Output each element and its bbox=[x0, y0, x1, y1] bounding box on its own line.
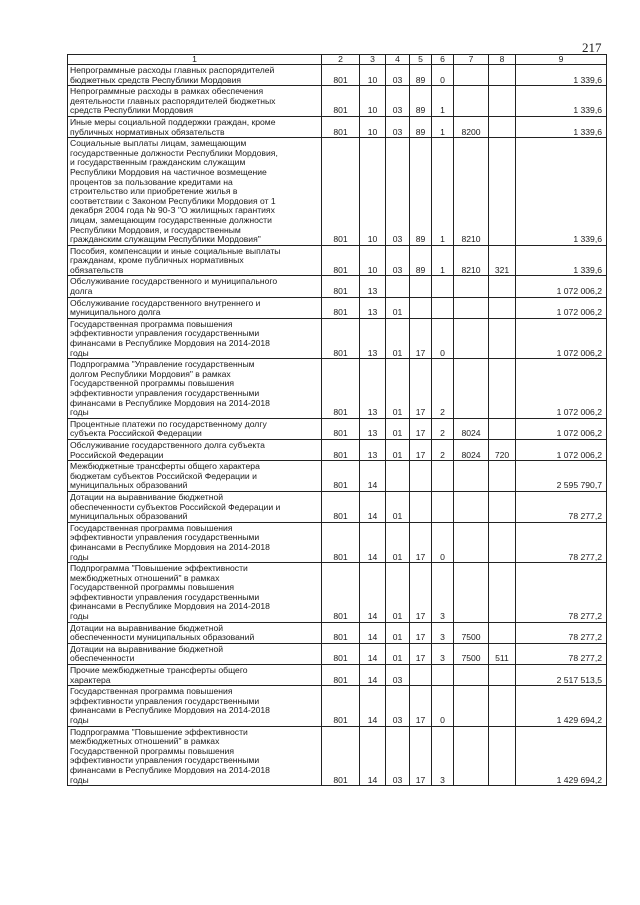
table-row bbox=[68, 86, 607, 117]
expense-type-code bbox=[489, 116, 516, 137]
section-code: 13 bbox=[360, 318, 386, 358]
amount: 1 339,6 bbox=[516, 116, 607, 137]
row-name: Подпрограмма "Повышение эффективности межбюджетных отношений" в рамках Государственной программы повышения эффективности управления государственными финансами в Республике Мордовия на 2014-2018 годы bbox=[68, 726, 322, 786]
expense-type-code bbox=[489, 622, 516, 643]
subprogram-code: 0 bbox=[432, 522, 454, 562]
table-row bbox=[68, 461, 607, 492]
program-code: 17 bbox=[410, 418, 432, 439]
ministry-code: 801 bbox=[322, 726, 360, 786]
direction-code bbox=[454, 461, 489, 492]
ministry-code: 801 bbox=[322, 276, 360, 297]
ministry-code: 801 bbox=[322, 116, 360, 137]
expense-type-code: 511 bbox=[489, 643, 516, 664]
section-code: 14 bbox=[360, 665, 386, 686]
column-header: 2 bbox=[322, 55, 360, 65]
expense-type-code bbox=[489, 726, 516, 786]
table-row bbox=[68, 359, 607, 419]
row-name: Подпрограмма "Управление государственным долгом Республики Мордовия" в рамках Государственной программы повышения эффективности управления государственными финансами в Республике Мордовия на 2014-2018 годы bbox=[68, 359, 322, 419]
subprogram-code: 2 bbox=[432, 439, 454, 460]
subprogram-code: 2 bbox=[432, 359, 454, 419]
direction-code bbox=[454, 65, 489, 86]
row-name: Подпрограмма "Повышение эффективности межбюджетных отношений" в рамках Государственной программы повышения эффективности управления государственными финансами в Республике Мордовия на 2014-2018 годы bbox=[68, 563, 322, 623]
subsection-code: 03 bbox=[386, 65, 410, 86]
ministry-code: 801 bbox=[322, 297, 360, 318]
amount: 1 072 006,2 bbox=[516, 359, 607, 419]
table-row bbox=[68, 665, 607, 686]
program-code: 17 bbox=[410, 563, 432, 623]
table-row bbox=[68, 138, 607, 246]
section-code: 14 bbox=[360, 622, 386, 643]
table-row bbox=[68, 643, 607, 664]
program-code: 89 bbox=[410, 138, 432, 246]
amount: 78 277,2 bbox=[516, 622, 607, 643]
table-row bbox=[68, 418, 607, 439]
section-code: 13 bbox=[360, 297, 386, 318]
column-header: 6 bbox=[432, 55, 454, 65]
subsection-code: 01 bbox=[386, 643, 410, 664]
expense-type-code bbox=[489, 65, 516, 86]
table-row bbox=[68, 726, 607, 786]
subprogram-code bbox=[432, 491, 454, 522]
section-code: 14 bbox=[360, 643, 386, 664]
program-code bbox=[410, 665, 432, 686]
subsection-code: 01 bbox=[386, 622, 410, 643]
row-name: Процентные платежи по государственному долгу субъекта Российской Федерации bbox=[68, 418, 322, 439]
header-row bbox=[68, 55, 607, 65]
section-code: 13 bbox=[360, 418, 386, 439]
program-code: 17 bbox=[410, 359, 432, 419]
ministry-code: 801 bbox=[322, 665, 360, 686]
column-header: 4 bbox=[386, 55, 410, 65]
expense-type-code bbox=[489, 522, 516, 562]
subsection-code: 03 bbox=[386, 665, 410, 686]
row-name: Обслуживание государственного и муниципального долга bbox=[68, 276, 322, 297]
expense-type-code bbox=[489, 686, 516, 726]
amount: 1 072 006,2 bbox=[516, 318, 607, 358]
ministry-code: 801 bbox=[322, 622, 360, 643]
amount: 1 072 006,2 bbox=[516, 439, 607, 460]
subprogram-code bbox=[432, 461, 454, 492]
subprogram-code: 0 bbox=[432, 686, 454, 726]
amount: 1 339,6 bbox=[516, 245, 607, 276]
column-header: 7 bbox=[454, 55, 489, 65]
ministry-code: 801 bbox=[322, 439, 360, 460]
program-code: 89 bbox=[410, 86, 432, 117]
table-row bbox=[68, 622, 607, 643]
ministry-code: 801 bbox=[322, 461, 360, 492]
expense-type-code bbox=[489, 563, 516, 623]
amount: 1 072 006,2 bbox=[516, 276, 607, 297]
direction-code bbox=[454, 276, 489, 297]
subsection-code: 03 bbox=[386, 245, 410, 276]
row-name: Дотации на выравнивание бюджетной обеспеченности субъектов Российской Федерации и муниципальных образований bbox=[68, 491, 322, 522]
program-code bbox=[410, 491, 432, 522]
direction-code bbox=[454, 86, 489, 117]
amount: 1 429 694,2 bbox=[516, 686, 607, 726]
row-name: Дотации на выравнивание бюджетной обеспеченности bbox=[68, 643, 322, 664]
amount: 1 339,6 bbox=[516, 65, 607, 86]
amount: 2 517 513,5 bbox=[516, 665, 607, 686]
table-row bbox=[68, 276, 607, 297]
table-row bbox=[68, 686, 607, 726]
subprogram-code: 1 bbox=[432, 116, 454, 137]
direction-code: 8024 bbox=[454, 439, 489, 460]
subprogram-code: 3 bbox=[432, 726, 454, 786]
subsection-code: 03 bbox=[386, 138, 410, 246]
program-code: 17 bbox=[410, 522, 432, 562]
expense-type-code: 321 bbox=[489, 245, 516, 276]
table-row bbox=[68, 563, 607, 623]
section-code: 14 bbox=[360, 522, 386, 562]
program-code bbox=[410, 461, 432, 492]
program-code: 17 bbox=[410, 686, 432, 726]
ministry-code: 801 bbox=[322, 138, 360, 246]
row-name: Государственная программа повышения эффективности управления государственными финансами в Республике Мордовия на 2014-2018 годы bbox=[68, 318, 322, 358]
ministry-code: 801 bbox=[322, 318, 360, 358]
section-code: 13 bbox=[360, 439, 386, 460]
expense-type-code bbox=[489, 491, 516, 522]
row-name: Пособия, компенсации и иные социальные выплаты гражданам, кроме публичных нормативных обязательств bbox=[68, 245, 322, 276]
column-header: 1 bbox=[68, 55, 322, 65]
expense-type-code bbox=[489, 318, 516, 358]
section-code: 14 bbox=[360, 686, 386, 726]
column-header: 5 bbox=[410, 55, 432, 65]
row-name: Непрограммные расходы в рамках обеспечения деятельности главных распорядителей бюджетных средств Республики Мордовия bbox=[68, 86, 322, 117]
amount: 78 277,2 bbox=[516, 491, 607, 522]
row-name: Межбюджетные трансферты общего характера бюджетам субъектов Российской Федерации и муниципальных образований bbox=[68, 461, 322, 492]
amount: 78 277,2 bbox=[516, 643, 607, 664]
ministry-code: 801 bbox=[322, 491, 360, 522]
amount: 1 072 006,2 bbox=[516, 418, 607, 439]
table-row bbox=[68, 439, 607, 460]
amount: 1 072 006,2 bbox=[516, 297, 607, 318]
direction-code bbox=[454, 726, 489, 786]
subprogram-code: 3 bbox=[432, 643, 454, 664]
amount: 78 277,2 bbox=[516, 563, 607, 623]
direction-code bbox=[454, 563, 489, 623]
expense-type-code bbox=[489, 86, 516, 117]
expense-type-code bbox=[489, 138, 516, 246]
table-row bbox=[68, 65, 607, 86]
table-row bbox=[68, 297, 607, 318]
page-number: 217 bbox=[582, 40, 602, 55]
ministry-code: 801 bbox=[322, 418, 360, 439]
section-code: 10 bbox=[360, 138, 386, 246]
program-code: 17 bbox=[410, 439, 432, 460]
amount: 78 277,2 bbox=[516, 522, 607, 562]
direction-code bbox=[454, 359, 489, 419]
section-code: 14 bbox=[360, 563, 386, 623]
section-code: 13 bbox=[360, 276, 386, 297]
program-code: 89 bbox=[410, 245, 432, 276]
direction-code bbox=[454, 491, 489, 522]
section-code: 10 bbox=[360, 86, 386, 117]
direction-code bbox=[454, 522, 489, 562]
direction-code: 8210 bbox=[454, 245, 489, 276]
section-code: 14 bbox=[360, 726, 386, 786]
direction-code: 7500 bbox=[454, 622, 489, 643]
row-name: Государственная программа повышения эффективности управления государственными финансами в Республике Мордовия на 2014-2018 годы bbox=[68, 686, 322, 726]
ministry-code: 801 bbox=[322, 563, 360, 623]
ministry-code: 801 bbox=[322, 65, 360, 86]
expense-type-code bbox=[489, 418, 516, 439]
table-row bbox=[68, 491, 607, 522]
subprogram-code: 3 bbox=[432, 563, 454, 623]
subsection-code: 03 bbox=[386, 86, 410, 117]
subsection-code: 03 bbox=[386, 726, 410, 786]
expense-type-code: 720 bbox=[489, 439, 516, 460]
section-code: 10 bbox=[360, 116, 386, 137]
subsection-code: 01 bbox=[386, 491, 410, 522]
row-name: Прочие межбюджетные трансферты общего характера bbox=[68, 665, 322, 686]
table-row bbox=[68, 318, 607, 358]
ministry-code: 801 bbox=[322, 643, 360, 664]
subsection-code: 01 bbox=[386, 359, 410, 419]
expense-type-code bbox=[489, 276, 516, 297]
ministry-code: 801 bbox=[322, 686, 360, 726]
program-code bbox=[410, 276, 432, 297]
section-code: 13 bbox=[360, 359, 386, 419]
direction-code: 8200 bbox=[454, 116, 489, 137]
direction-code bbox=[454, 318, 489, 358]
subprogram-code bbox=[432, 665, 454, 686]
program-code: 17 bbox=[410, 726, 432, 786]
subprogram-code: 2 bbox=[432, 418, 454, 439]
subsection-code: 01 bbox=[386, 563, 410, 623]
row-name: Иные меры социальной поддержки граждан, кроме публичных нормативных обязательств bbox=[68, 116, 322, 137]
subsection-code: 03 bbox=[386, 686, 410, 726]
subprogram-code bbox=[432, 297, 454, 318]
row-name: Обслуживание государственного долга субъекта Российской Федерации bbox=[68, 439, 322, 460]
subprogram-code: 0 bbox=[432, 318, 454, 358]
subprogram-code bbox=[432, 276, 454, 297]
subsection-code bbox=[386, 276, 410, 297]
expense-type-code bbox=[489, 665, 516, 686]
program-code: 89 bbox=[410, 65, 432, 86]
subprogram-code: 1 bbox=[432, 245, 454, 276]
amount: 1 339,6 bbox=[516, 86, 607, 117]
table-body bbox=[68, 65, 607, 786]
expense-type-code bbox=[489, 297, 516, 318]
subsection-code: 01 bbox=[386, 418, 410, 439]
subprogram-code: 1 bbox=[432, 138, 454, 246]
direction-code: 7500 bbox=[454, 643, 489, 664]
subprogram-code: 3 bbox=[432, 622, 454, 643]
table-row bbox=[68, 245, 607, 276]
amount: 1 429 694,2 bbox=[516, 726, 607, 786]
direction-code: 8024 bbox=[454, 418, 489, 439]
budget-table bbox=[67, 54, 607, 786]
row-name: Дотации на выравнивание бюджетной обеспеченности муниципальных образований bbox=[68, 622, 322, 643]
program-code: 17 bbox=[410, 622, 432, 643]
program-code: 17 bbox=[410, 643, 432, 664]
table-row bbox=[68, 116, 607, 137]
ministry-code: 801 bbox=[322, 359, 360, 419]
ministry-code: 801 bbox=[322, 245, 360, 276]
ministry-code: 801 bbox=[322, 522, 360, 562]
subsection-code: 01 bbox=[386, 522, 410, 562]
subsection-code: 01 bbox=[386, 439, 410, 460]
program-code: 89 bbox=[410, 116, 432, 137]
subsection-code: 01 bbox=[386, 318, 410, 358]
table-row bbox=[68, 522, 607, 562]
ministry-code: 801 bbox=[322, 86, 360, 117]
column-header: 8 bbox=[489, 55, 516, 65]
program-code bbox=[410, 297, 432, 318]
row-name: Социальные выплаты лицам, замещающим государственные должности Республики Мордовия, и государственным гражданским служащим Республики Мордовия на частичное возмещение процентов за пользование кредитами на строительство или приобретение жилья в соответствии с Законом Республики Мордовия от 1 декабря 2004 года № 90-З "О жилищных гарантиях лицам, замещающим государственные должности Республики Мордовия, и государственным гражданским служащим Республики Мордовия" bbox=[68, 138, 322, 246]
row-name: Обслуживание государственного внутреннего и муниципального долга bbox=[68, 297, 322, 318]
section-code: 10 bbox=[360, 65, 386, 86]
column-header: 9 bbox=[516, 55, 607, 65]
program-code: 17 bbox=[410, 318, 432, 358]
direction-code bbox=[454, 297, 489, 318]
section-code: 14 bbox=[360, 491, 386, 522]
subsection-code: 01 bbox=[386, 297, 410, 318]
section-code: 10 bbox=[360, 245, 386, 276]
expense-type-code bbox=[489, 461, 516, 492]
row-name: Государственная программа повышения эффективности управления государственными финансами в Республике Мордовия на 2014-2018 годы bbox=[68, 522, 322, 562]
subsection-code: 03 bbox=[386, 116, 410, 137]
subprogram-code: 1 bbox=[432, 86, 454, 117]
direction-code bbox=[454, 665, 489, 686]
amount: 2 595 790,7 bbox=[516, 461, 607, 492]
subprogram-code: 0 bbox=[432, 65, 454, 86]
amount: 1 339,6 bbox=[516, 138, 607, 246]
row-name: Непрограммные расходы главных распорядителей бюджетных средств Республики Мордовия bbox=[68, 65, 322, 86]
direction-code bbox=[454, 686, 489, 726]
section-code: 14 bbox=[360, 461, 386, 492]
expense-type-code bbox=[489, 359, 516, 419]
subsection-code bbox=[386, 461, 410, 492]
direction-code: 8210 bbox=[454, 138, 489, 246]
column-header: 3 bbox=[360, 55, 386, 65]
